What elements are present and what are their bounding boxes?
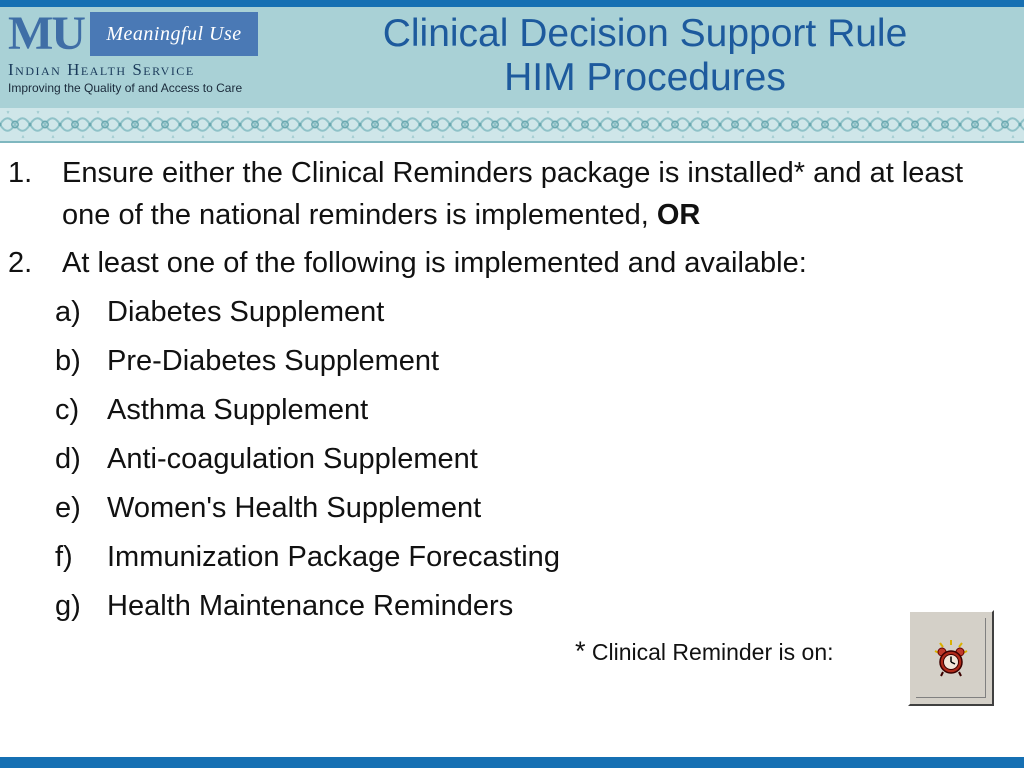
decorative-pattern: [0, 108, 1024, 141]
sub-item-text: Women's Health Supplement: [107, 492, 482, 524]
sub-marker: a): [55, 296, 81, 328]
sub-item-text: Pre-Diabetes Supplement: [107, 345, 440, 377]
list-marker: 2.: [8, 247, 33, 279]
sub-marker: f): [55, 541, 73, 573]
footnote-asterisk: *: [575, 636, 586, 666]
logo-agency-name: Indian Health Service: [8, 60, 195, 79]
sub-marker: c): [55, 394, 80, 426]
sub-marker: b): [55, 345, 81, 377]
sub-item-text: Health Maintenance Reminders: [107, 590, 514, 622]
list-item-text: At least one of the following is implemented and available:: [62, 247, 807, 279]
sub-marker: d): [55, 443, 81, 475]
logo-mu-letters: MU: [8, 7, 84, 60]
slide-title: [270, 12, 1020, 100]
or-emphasis: OR: [656, 199, 701, 231]
alarm-clock-icon: [931, 638, 971, 678]
list-marker: 1.: [8, 157, 33, 189]
header-divider: [0, 141, 1024, 143]
slide-title-line-1: Clinical Decision Support Rule: [382, 12, 908, 55]
sub-marker: e): [55, 492, 81, 524]
slide-title-line-2: HIM Procedures: [504, 56, 786, 99]
logo-tagline: Improving the Quality of and Access to Care: [8, 81, 243, 95]
list-item-2: [8, 242, 1013, 284]
list-item-1: [8, 152, 1013, 236]
list-item-text-body: Ensure either the Clinical Reminders package is installed* and at least one of the national reminders is implemented,: [62, 157, 964, 231]
footnote: [575, 636, 834, 667]
sub-item-text: Immunization Package Forecasting: [107, 541, 560, 573]
list-item-text: [62, 152, 1017, 236]
logo-program-text: Meaningful Use: [106, 22, 242, 45]
sub-item-text: Asthma Supplement: [107, 394, 369, 426]
top-accent-bar: [0, 0, 1024, 7]
clinical-reminder-button[interactable]: [908, 610, 994, 706]
sub-item-text: Diabetes Supplement: [107, 296, 385, 328]
sub-item-text: Anti-coagulation Supplement: [107, 443, 478, 475]
bottom-accent-bar: [0, 757, 1024, 768]
sub-marker: g): [55, 590, 81, 622]
ihs-mu-logo: [8, 7, 260, 98]
footnote-text: Clinical Reminder is on:: [591, 639, 834, 665]
logo-program-box: [90, 12, 258, 56]
